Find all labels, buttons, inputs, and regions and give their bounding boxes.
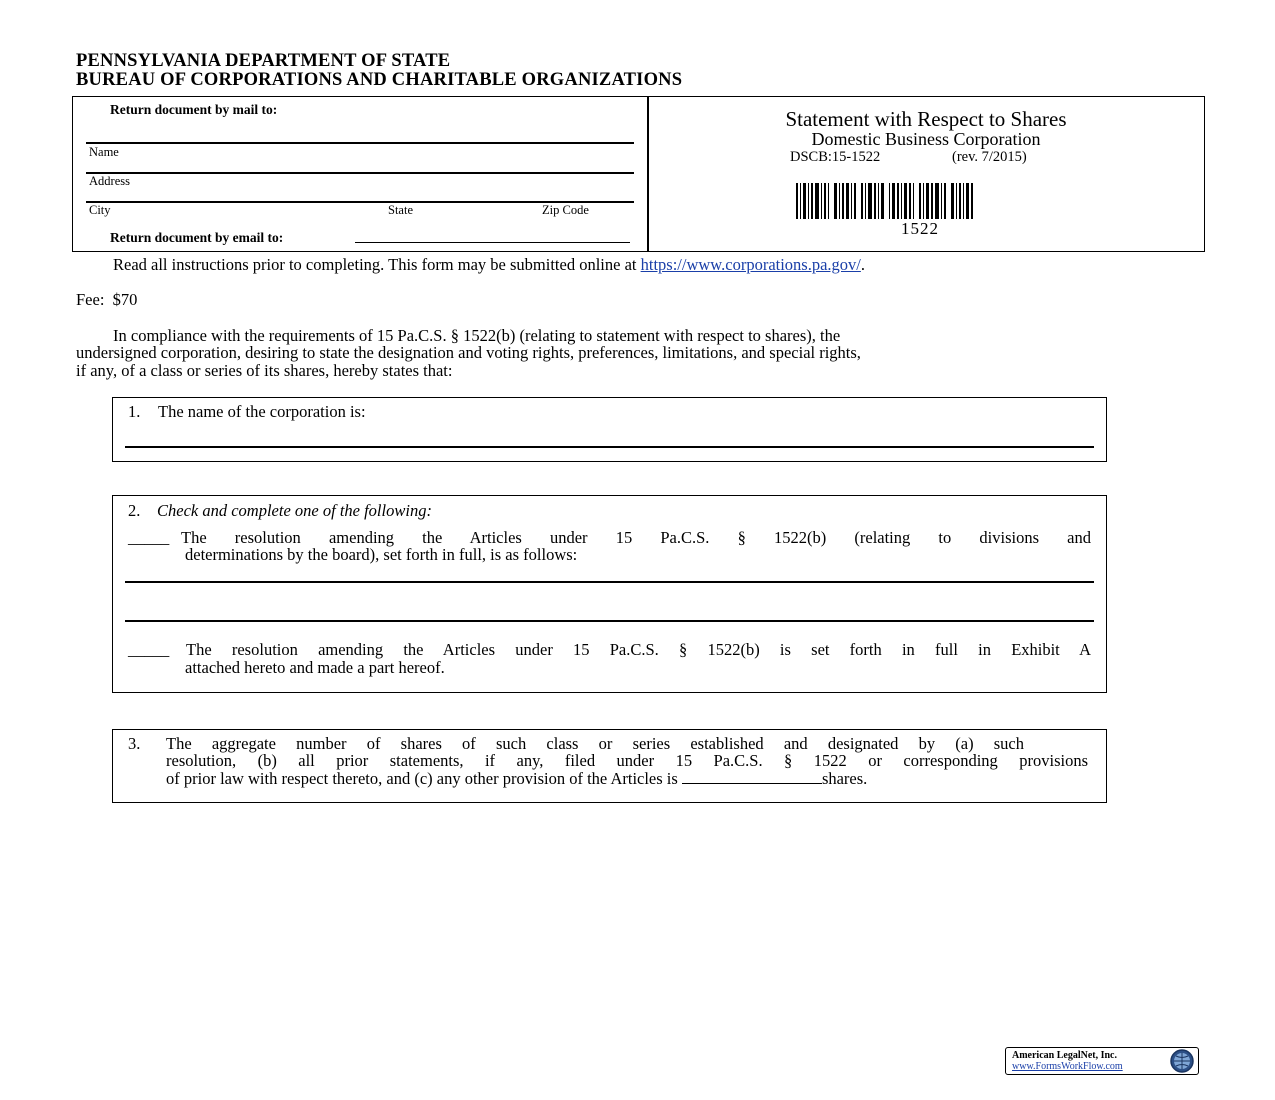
barcode-number: 1522 <box>901 219 939 238</box>
logo-url[interactable]: www.FormsWorkFlow.com <box>1012 1061 1123 1072</box>
address-label: Address <box>89 174 130 188</box>
section-3-line-3-text: of prior law with respect thereto, and (c) any other provision of the Articles is <box>166 769 682 788</box>
address-line[interactable] <box>86 172 634 174</box>
instructions-end: . <box>860 255 866 274</box>
option-b-line-1: The resolution amending the Articles under 15 Pa.C.S. § 1522(b) is set forth in full in Exhibit A <box>186 640 1091 659</box>
compliance-line-3: if any, of a class or series of its shares, hereby states that: <box>76 361 453 380</box>
option-a-line-2: determinations by the board), set forth in full, is as follows: <box>185 545 578 564</box>
american-legalnet-logo[interactable] <box>1005 1047 1199 1075</box>
online-link[interactable]: https://www.corporations.pa.gov/ <box>640 255 861 274</box>
option-a-checkbox[interactable]: _____ <box>128 528 170 547</box>
globe-icon <box>1170 1049 1194 1073</box>
option-b-checkbox[interactable]: _____ <box>128 640 170 659</box>
resolution-line-2[interactable] <box>125 620 1094 622</box>
bureau-title: BUREAU OF CORPORATIONS AND CHARITABLE ORGANIZATIONS <box>76 70 683 90</box>
state-label: State <box>388 203 413 217</box>
department-title: PENNSYLVANIA DEPARTMENT OF STATE <box>76 51 451 71</box>
city-label: City <box>89 203 111 217</box>
form-revision: (rev. 7/2015) <box>952 149 1027 165</box>
barcode <box>796 183 975 219</box>
shares-suffix: shares. <box>821 769 868 788</box>
email-line[interactable] <box>355 242 630 243</box>
instructions-text: Read all instructions prior to completing. This form may be submitted online at <box>113 255 641 274</box>
zip-label: Zip Code <box>542 203 589 217</box>
section-3-line-3 <box>166 770 867 788</box>
return-mail-label: Return document by mail to: <box>110 102 278 117</box>
compliance-line-1: In compliance with the requirements of 15 Pa.C.S. § 1522(b) (relating to statement with respect to shares), the <box>113 326 841 345</box>
form-code: DSCB:15-1522 <box>790 149 881 165</box>
return-email-label: Return document by email to: <box>110 230 284 245</box>
section-3-number: 3. <box>128 734 141 753</box>
option-b-line-2: attached hereto and made a part hereof. <box>185 658 445 677</box>
section-1-number: 1. <box>128 402 141 421</box>
logo-company: American LegalNet, Inc. <box>1012 1050 1117 1061</box>
section-2-label: Check and complete one of the following: <box>157 501 432 520</box>
form-title: Statement with Respect to Shares <box>785 107 1067 131</box>
form-subtitle: Domestic Business Corporation <box>811 129 1041 149</box>
corporation-name-line[interactable] <box>125 446 1094 448</box>
name-line[interactable] <box>86 142 634 144</box>
section-1-label: The name of the corporation is: <box>158 402 366 421</box>
resolution-line-1[interactable] <box>125 581 1094 583</box>
section-3-line-2: resolution, (b) all prior statements, if any, filed under 15 Pa.C.S. § 1522 or corresponding provisions <box>166 751 1088 770</box>
fee: Fee: $70 <box>76 290 138 309</box>
return-address-box <box>72 96 649 252</box>
section-3-line-1: The aggregate number of shares of such class or series established and designated by (a) such <box>166 734 1024 753</box>
shares-count-field[interactable] <box>682 783 822 784</box>
section-2-number: 2. <box>128 501 141 520</box>
option-a-line-1: The resolution amending the Articles under 15 Pa.C.S. § 1522(b) (relating to divisions and <box>181 528 1091 547</box>
compliance-line-2: undersigned corporation, desiring to state the designation and voting rights, preferences, limitations, and special rights, <box>76 343 861 362</box>
name-label: Name <box>89 145 119 159</box>
instructions <box>113 256 865 274</box>
